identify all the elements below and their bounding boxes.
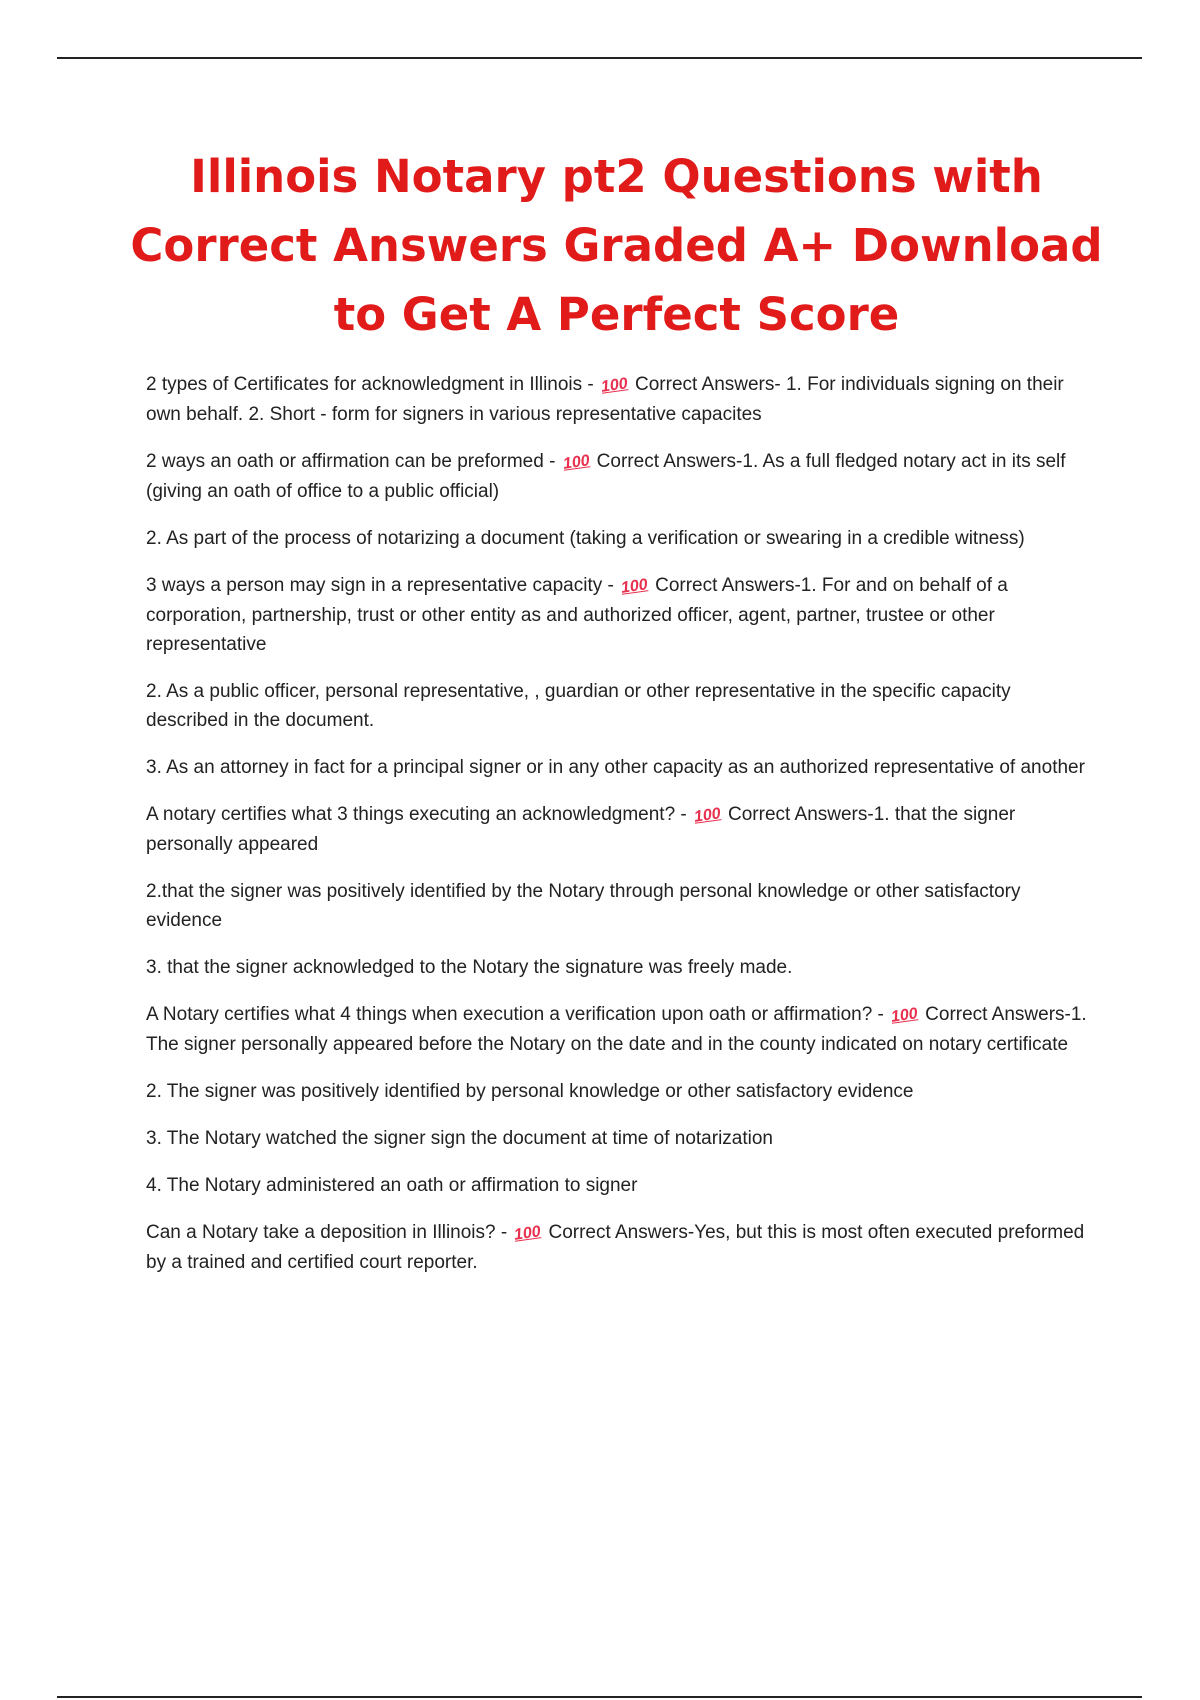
answer-text: Correct Answers- 1. For individuals signing on their own behalf. 2. Short - form for signers in various representative capacites	[146, 374, 1064, 425]
hundred-points-icon: 100	[692, 805, 722, 826]
hundred-points-icon: 100	[620, 576, 649, 597]
answer-continuation: 3. As an attorney in fact for a principal signer or in any other capacity as an authorized representative of another	[146, 757, 1085, 778]
qa-content	[146, 370, 1096, 1295]
answer-text: Correct Answers-1. For and on behalf of a corporation, partnership, trust or other entity as and authorized officer, agent, partner, trustee or other representative	[146, 575, 1008, 655]
question-text: Can a Notary take a deposition in Illinois? -	[146, 1222, 513, 1243]
answer-text: Correct Answers-1. that the signer personally appeared	[146, 804, 1016, 855]
answer-text: Correct Answers-Yes, but this is most often executed preformed by a trained and certified court reporter.	[146, 1222, 1085, 1273]
answer-continuation: 3. that the signer acknowledged to the Notary the signature was freely made.	[146, 957, 793, 978]
question-text: A Notary certifies what 4 things when execution a verification upon oath or affirmation? -	[146, 1004, 890, 1025]
document-title: Illinois Notary pt2 Questions with Correct Answers Graded A+ Download to Get A Perfect Score	[130, 150, 1103, 341]
answer-continuation: 2. The signer was positively identified by personal knowledge or other satisfactory evidence	[146, 1081, 914, 1102]
qa-paragraph	[146, 800, 1096, 859]
bottom-rule	[57, 1696, 1142, 1698]
answer-continuation: 3. The Notary watched the signer sign the document at time of notarization	[146, 1128, 773, 1149]
answer-text: Correct Answers-1. The signer personally appeared before the Notary on the date and in the county indicated on notary certificate	[146, 1004, 1087, 1055]
qa-paragraph	[146, 370, 1096, 429]
answer-text: Correct Answers-1. As a full fledged notary act in its self (giving an oath of office to a public official)	[146, 451, 1066, 502]
hundred-points-icon: 100	[890, 1005, 919, 1026]
question-text: A notary certifies what 3 things executing an acknowledgment? -	[146, 804, 693, 825]
qa-paragraph	[146, 447, 1096, 506]
answer-continuation: 2.that the signer was positively identified by the Notary through personal knowledge or other satisfactory evidence	[146, 881, 1021, 931]
question-text: 2 types of Certificates for acknowledgment in Illinois -	[146, 374, 600, 395]
hundred-points-icon: 100	[599, 375, 629, 396]
hundred-points-icon: 100	[561, 452, 591, 473]
qa-paragraph	[146, 1218, 1096, 1277]
answer-continuation: 2. As a public officer, personal representative, , guardian or other representative in the specific capacity described in the document.	[146, 681, 1011, 731]
top-rule	[57, 57, 1142, 59]
answer-continuation: 2. As part of the process of notarizing a document (taking a verification or swearing in a credible witness)	[146, 528, 1025, 549]
question-text: 2 ways an oath or affirmation can be preformed -	[146, 451, 561, 472]
question-text: 3 ways a person may sign in a representative capacity -	[146, 575, 620, 596]
qa-paragraph	[146, 1000, 1096, 1059]
answer-continuation: 4. The Notary administered an oath or affirmation to signer	[146, 1175, 638, 1196]
qa-paragraph	[146, 571, 1096, 659]
hundred-points-icon: 100	[513, 1223, 543, 1244]
